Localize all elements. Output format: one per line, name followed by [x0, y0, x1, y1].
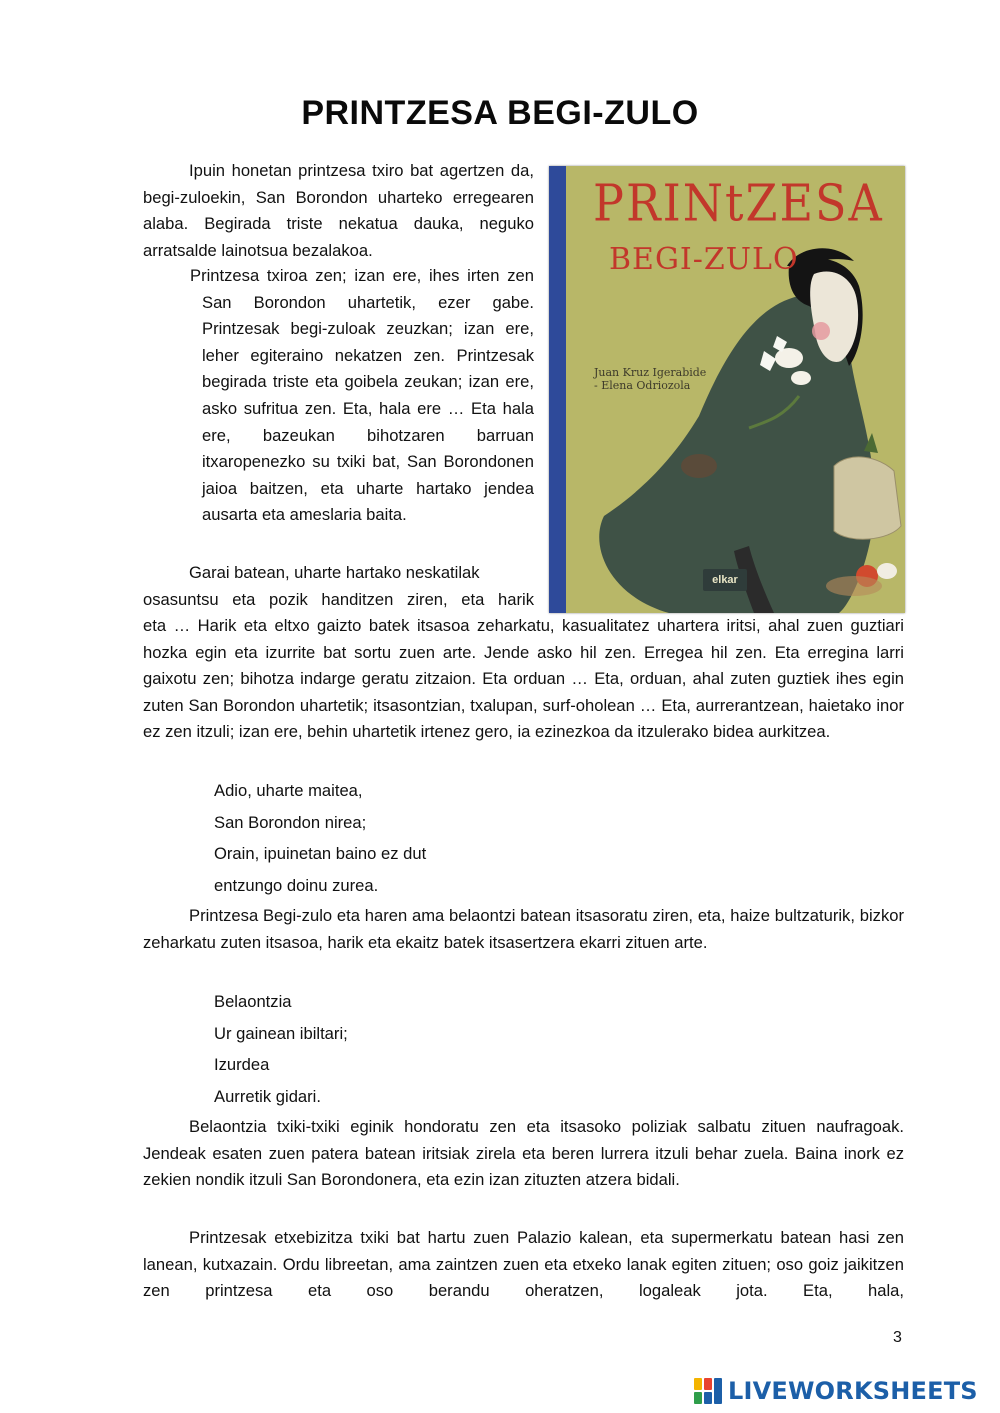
paragraph-5-block	[143, 1114, 904, 1194]
verse-2-line: Ur gainean ibiltari;	[214, 1023, 348, 1043]
paragraph-3-rest	[143, 613, 904, 746]
intro-paragraph-block	[143, 158, 534, 264]
verse-1	[214, 775, 814, 901]
paragraph-3-line-2: osasuntsu eta pozik handitzen ziren, eta harik	[143, 589, 534, 609]
cover-title-line1: PRINtZESA	[593, 173, 884, 233]
paragraph-4-block	[143, 903, 904, 956]
paragraph-3-continuation: eta … Harik eta eltxo gaizto batek itsasoa zeharkatu, kasualitatez uhartera iritsi, ahal zuen guztiari hozka egin eta izurrite bat sortu zuen arte. Jende asko hil zen. Erregea hil zen. Eta erregina larri gaixotu zen; bihotza indarge geratu zitzaion. Eta orduan … Eta, orduan, ahal zuten guztiek ihes egin zuten San Borondon uhartetik; itsasontzian, txalupan, surf-oholean … Eta, aurrerantzean, haietako inor ez zen itzuli; izan ere, behin uhartetik irtenez gero, ia ezinezkoa da itzulerako bidea aurkitzea.	[143, 616, 904, 742]
verse-1-line: Orain, ipuinetan baino ez dut	[214, 844, 427, 863]
page-number: 3	[893, 1329, 902, 1346]
paragraph-3-line-1: Garai batean, uharte hartako neskatilak	[189, 563, 480, 582]
quote-text: Printzesa txiroa zen; izan ere, ihes irten zen San Borondon uhartetik, ezer gabe. Printzesak begi-zuloak zeuzkan; izan ere, leher egiteraino nekatzen zen. Printzesak begirada triste eta goibela zeukan; izan ere, asko sufritua zen. Eta, hala ere … Eta hala ere, bazeukan bihotzaren barruan itxaropenezko su txiki bat, San Borondonen jaioa baitzen, eta uharte hartako jendea ausarta eta ameslaria baita.	[190, 266, 534, 525]
quote-block	[190, 263, 534, 529]
cover-authors	[594, 366, 706, 392]
verse-1-line: Adio, uharte maitea,	[214, 781, 363, 800]
verse-1-line: entzungo doinu zurea.	[214, 875, 379, 895]
verse-1-line: San Borondon nirea;	[214, 812, 367, 832]
paragraph-5: Belaontzia txiki-txiki eginik hondoratu zen eta itsasoko poliziak salbatu zituen naufragoak. Jendeak esaten zuen patera batean iritsiak zirela eta beren lurrera itzuli behar zuela. Baina inork ez zekien nondik itzuli San Borondonera, eta ezin izan zituzten atzera bidali.	[143, 1117, 904, 1190]
liveworksheets-watermark	[694, 1376, 994, 1406]
verse-2	[214, 986, 814, 1112]
paragraph-6: Printzesak etxebizitza txiki bat hartu zuen Palazio kalean, eta supermerkatu batean hasi zen lanean, kutxazain. Ordu libreetan, ama zaintzen zuen eta etxeko lanak egiten zituen; oso goiz jaikitzen zen printzesa eta oso berandu oheratzen, logaleak jota. Eta, hala,	[143, 1228, 904, 1301]
paragraph-6-block	[143, 1225, 904, 1305]
cover-author-1: Juan Kruz Igerabide	[594, 366, 707, 379]
liveworksheets-logo-icon	[694, 1378, 722, 1404]
page-title: PRINTZESA BEGI-ZULO	[301, 94, 699, 132]
watermark-text: LIVEWORKSHEETS	[728, 1377, 978, 1405]
paragraph-intro: Ipuin honetan printzesa txiro bat agertzen da, begi-zuloekin, San Borondon uharteko erregearen alaba. Begirada triste nekatua dauka, neguko arratsalde lainotsua bezalakoa.	[143, 161, 534, 260]
cover-author-2: - Elena Odriozola	[594, 379, 691, 392]
paragraph-4: Printzesa Begi-zulo eta haren ama belaontzi batean itsasoratu ziren, eta, haize bultzaturik, bizkor zeharkatu zuten itsasoa, harik eta ekaitz batek itsasertzera ekarri zituen arte.	[143, 906, 904, 952]
cover-title-line2: BEGI-ZULO	[609, 242, 799, 277]
verse-2-line: Izurdea	[214, 1055, 270, 1074]
book-cover-image	[549, 166, 905, 613]
paragraph-3-start	[143, 560, 534, 613]
cover-publisher-logo: elkar	[703, 569, 747, 591]
verse-2-line: Belaontzia	[214, 992, 292, 1011]
verse-2-line: Aurretik gidari.	[214, 1086, 321, 1106]
